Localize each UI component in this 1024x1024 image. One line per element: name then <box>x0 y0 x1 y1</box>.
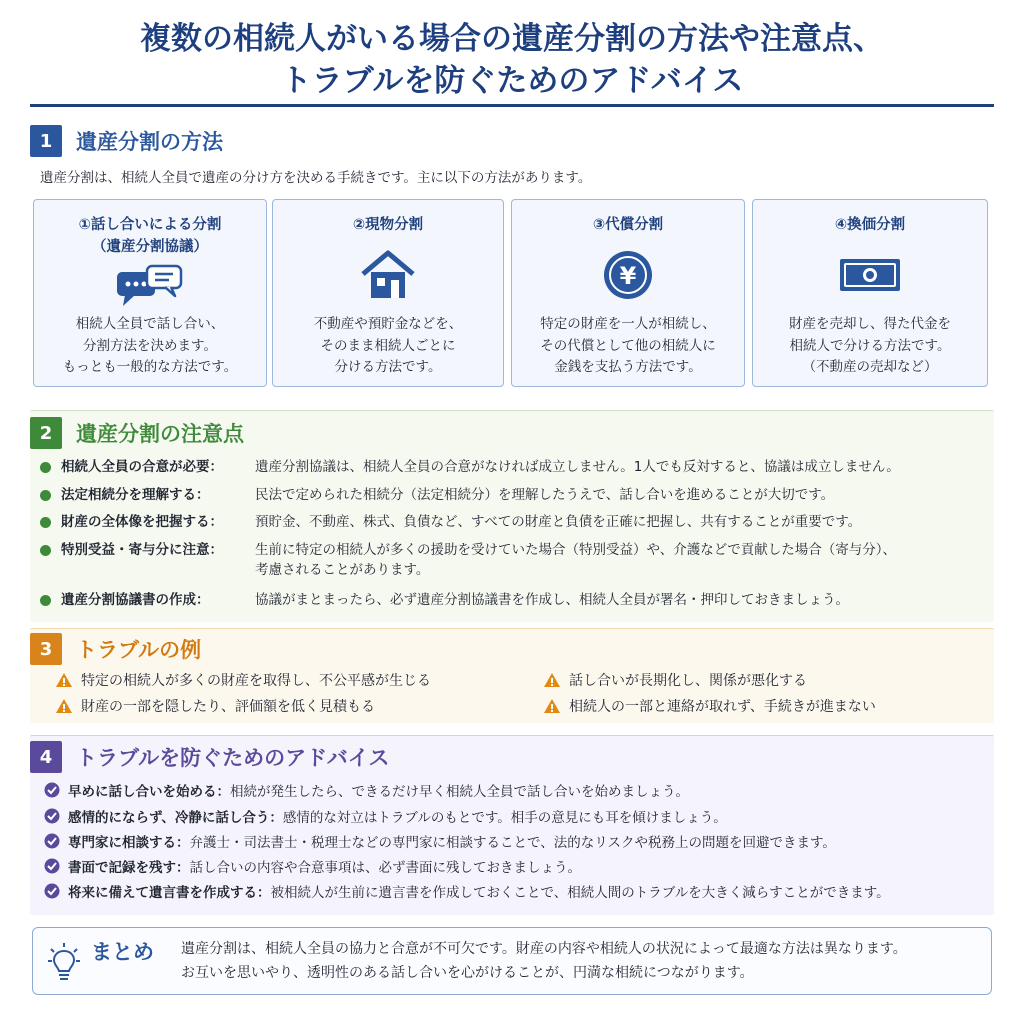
yen-coin-icon <box>512 236 744 314</box>
bullet-dot-icon <box>40 462 51 473</box>
section1-header <box>30 124 223 158</box>
bullet-dot-icon <box>40 595 51 606</box>
section2-title: 遺産分割の注意点 <box>76 422 244 446</box>
warning-icon <box>543 672 561 688</box>
section4-title: トラブルを防ぐためのアドバイス <box>76 746 390 770</box>
title-divider <box>30 104 994 107</box>
card-desc-line: その代償として他の相続人に <box>540 337 716 354</box>
caution-label: 相続人全員の合意が必要： <box>61 459 223 475</box>
caution-item <box>40 540 896 580</box>
card-desc-line: 財産を売却し、得た代金を <box>789 316 951 332</box>
check-badge-icon <box>44 782 60 798</box>
advice-item <box>44 831 836 851</box>
bullet-dot-icon <box>40 517 51 528</box>
section3-title: トラブルの例 <box>76 638 202 662</box>
warning-icon <box>55 672 73 688</box>
card-desc-line: そのまま相続人ごとに <box>320 337 456 354</box>
caution-label: 法定相続分を理解する： <box>61 487 210 503</box>
card-desc-line: 相続人全員で話し合い、 <box>75 316 225 332</box>
lightbulb-icon <box>47 942 81 986</box>
card-desc-line: 不動産や預貯金などを、 <box>313 316 463 332</box>
card-desc-line: 金銭を支払う方法です。 <box>554 359 702 375</box>
card-title <box>512 214 744 236</box>
section1-title: 遺産分割の方法 <box>76 130 223 154</box>
card-description <box>753 314 987 379</box>
advice-label: 早めに話し合いを始める： <box>68 784 230 800</box>
trouble-text: 特定の相続人が多くの財産を取得し、不公平感が生じる <box>81 673 431 689</box>
card-title-main: ②現物分割 <box>352 217 424 233</box>
banknote-icon <box>753 236 987 314</box>
caution-item <box>40 485 834 505</box>
trouble-text: 財産の一部を隠したり、評価額を低く見積もる <box>81 699 375 715</box>
section2-header <box>30 416 244 450</box>
caution-label: 特別受益・寄与分に注意： <box>61 542 223 558</box>
section2-number: 2 <box>30 417 62 449</box>
section1-intro: 遺産分割は、相続人全員で遺産の分け方を決める手続きです。主に以下の方法があります。 <box>40 170 592 186</box>
advice-text: 相続が発生したら、できるだけ早く相続人全員で話し合いを始めましょう。 <box>230 784 689 800</box>
summary-line: 遺産分割は、相続人全員の協力と合意が不可欠です。財産の内容や相続人の状況によって最適な方法は異なります。 <box>181 941 907 957</box>
section1-number: 1 <box>30 125 62 157</box>
trouble-example <box>55 696 375 716</box>
check-badge-icon <box>44 833 60 849</box>
card-desc-line: 分割方法を決めます。 <box>83 337 217 354</box>
section3-header <box>30 632 201 666</box>
page-title <box>0 18 1024 102</box>
warning-icon <box>543 698 561 714</box>
method-card-discussion <box>33 199 267 387</box>
advice-item <box>44 806 727 826</box>
caution-item <box>40 457 900 477</box>
advice-item <box>44 881 890 901</box>
caution-text: 民法で定められた相続分（法定相続分）を理解したうえで、話し合いを進めることが大切です。 <box>255 487 835 503</box>
card-title <box>753 214 987 236</box>
caution-item <box>40 590 849 610</box>
caution-text: 預貯金、不動産、株式、負債など、すべての財産と負債を正確に把握し、共有することが重要です。 <box>255 514 862 530</box>
trouble-example <box>55 670 431 690</box>
summary-box <box>32 927 992 995</box>
bullet-dot-icon <box>40 490 51 501</box>
section4-header <box>30 740 390 774</box>
summary-line: お互いを思いやり、透明性のある話し合いを心がけることが、円満な相続につながります。 <box>181 965 754 981</box>
warning-icon <box>55 698 73 714</box>
svg-text:¥: ¥ <box>619 262 637 290</box>
summary-label: まとめ <box>91 940 154 964</box>
method-card-liquidation <box>752 199 988 387</box>
card-description <box>512 314 744 379</box>
card-title-main: ③代償分割 <box>592 217 664 233</box>
card-desc-line: 相続人で分ける方法です。 <box>789 337 951 354</box>
chat-bubbles-icon <box>34 258 266 314</box>
caution-label: 遺産分割協議書の作成： <box>61 592 210 608</box>
house-icon <box>273 236 503 314</box>
check-badge-icon <box>44 808 60 824</box>
card-description <box>34 314 266 379</box>
caution-text: 生前に特定の相続人が多くの援助を受けていた場合（特別受益）や、介護などで貢献した場合（寄与分）、 <box>255 542 896 558</box>
trouble-text: 相続人の一部と連絡が取れず、手続きが進まない <box>569 699 876 715</box>
section4-number: 4 <box>30 741 62 773</box>
card-desc-line: もっとも一般的な方法です。 <box>62 359 238 375</box>
card-desc-line: （不動産の売却など） <box>802 359 938 375</box>
card-desc-line: 分ける方法です。 <box>334 359 442 375</box>
check-badge-icon <box>44 883 60 899</box>
advice-item <box>44 780 689 800</box>
section3-number: 3 <box>30 633 62 665</box>
bullet-dot-icon <box>40 545 51 556</box>
page-title-line2: トラブルを防ぐためのアドバイス <box>280 63 744 99</box>
caution-text: 遺産分割協議は、相続人全員の合意がなければ成立しません。1人でも反対すると、協議は成立しません。 <box>255 459 900 475</box>
summary-text <box>181 937 907 985</box>
advice-text: 感情的な対立はトラブルのもとです。相手の意見にも耳を傾けましょう。 <box>282 810 727 826</box>
method-card-in-kind <box>272 199 504 387</box>
card-title-main: ④換価分割 <box>834 217 906 233</box>
caution-item <box>40 512 861 532</box>
trouble-text: 話し合いが長期化し、関係が悪化する <box>569 673 807 689</box>
advice-label: 専門家に相談する： <box>68 835 190 851</box>
caution-label: 財産の全体像を把握する： <box>61 514 223 530</box>
trouble-example <box>543 696 876 716</box>
method-card-compensation <box>511 199 745 387</box>
card-title-main: ①話し合いによる分割 <box>78 217 222 233</box>
card-desc-line: 特定の財産を一人が相続し、 <box>540 316 716 332</box>
advice-label: 将来に備えて遺言書を作成する： <box>68 885 271 901</box>
advice-label: 感情的にならず、冷静に話し合う： <box>68 810 283 826</box>
advice-text: 被相続人が生前に遺言書を作成しておくことで、相続人間のトラブルを大きく減らすことができます。 <box>270 885 890 901</box>
caution-text-continued: 考慮されることがあります。 <box>255 562 430 578</box>
caution-text: 協議がまとまったら、必ず遺産分割協議書を作成し、相続人全員が署名・押印しておきましょう。 <box>255 592 849 608</box>
trouble-example <box>543 670 807 690</box>
caution-text-block <box>255 540 896 580</box>
card-title-sub: （遺産分割協議） <box>92 239 208 255</box>
advice-label: 書面で記録を残す： <box>68 860 190 876</box>
advice-text: 話し合いの内容や合意事項は、必ず書面に残しておきましょう。 <box>189 860 581 876</box>
check-badge-icon <box>44 858 60 874</box>
card-title <box>273 214 503 236</box>
card-description <box>273 314 503 379</box>
advice-item <box>44 856 581 876</box>
card-title <box>34 214 266 258</box>
page-title-line1: 複数の相続人がいる場合の遺産分割の方法や注意点、 <box>140 21 884 57</box>
advice-text: 弁護士・司法書士・税理士などの専門家に相談することで、法的なリスクや税務上の問題を回避できます。 <box>189 835 836 851</box>
